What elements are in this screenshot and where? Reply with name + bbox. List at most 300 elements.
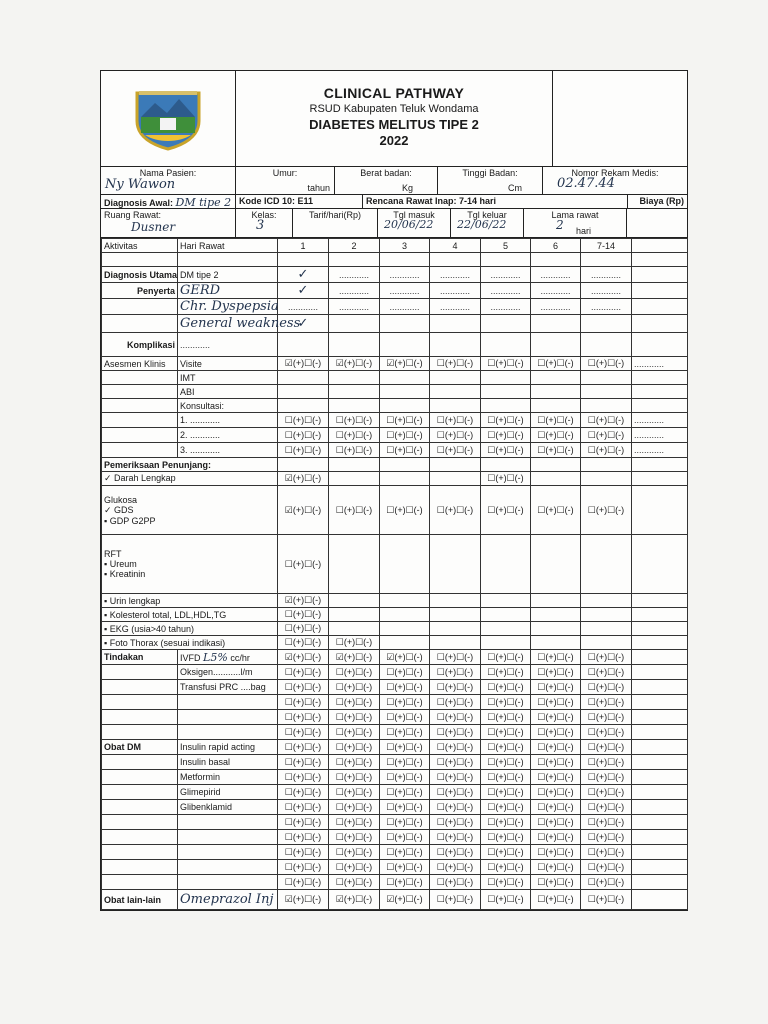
checkbox[interactable]: ☐(+)☐(-): [481, 472, 531, 486]
consult-item-row: [102, 428, 688, 443]
checkbox[interactable]: ☐(+)☐(-): [278, 710, 329, 725]
class-cell: [236, 209, 293, 237]
main-diagnosis-label: Diagnosis Utama: [102, 267, 178, 283]
checkbox[interactable]: ☐(+)☐(-): [531, 800, 581, 815]
dotted-entry: ............: [581, 283, 632, 299]
checkbox[interactable]: ☐(+)☐(-): [380, 830, 430, 845]
empty-cell: [581, 622, 632, 636]
grid-cell: [102, 875, 178, 890]
empty-cell: [632, 385, 688, 399]
oxygen-label: Oksigen...........l/m: [178, 665, 278, 680]
checkbox[interactable]: ☐(+)☐(-): [329, 636, 380, 650]
drug-name: Metformin: [178, 770, 278, 785]
mrn-label: Nomor Rekam Medis:: [571, 168, 659, 178]
checkbox[interactable]: ☐(+)☐(-): [329, 710, 380, 725]
checkbox[interactable]: ☐(+)☐(-): [278, 815, 329, 830]
checkbox[interactable]: ☐(+)☐(-): [430, 770, 481, 785]
day-header: Hari Rawat: [178, 239, 278, 253]
checkbox[interactable]: ☐(+)☐(-): [581, 845, 632, 860]
checked-checkbox[interactable]: ☑(+)☐(-): [380, 650, 430, 665]
empty-cell: [632, 399, 688, 413]
grid-cell: [102, 253, 178, 267]
checkbox[interactable]: ☐(+)☐(-): [531, 755, 581, 770]
empty-cell: [329, 371, 380, 385]
checkbox[interactable]: ☐(+)☐(-): [531, 860, 581, 875]
empty-cell: [481, 253, 531, 267]
checkbox[interactable]: ☐(+)☐(-): [380, 665, 430, 680]
day-column-header: 7-14: [581, 239, 632, 253]
checkbox[interactable]: ☐(+)☐(-): [278, 622, 329, 636]
empty-cell: [632, 333, 688, 357]
empty-cell: [481, 399, 531, 413]
checkbox[interactable]: ☐(+)☐(-): [581, 800, 632, 815]
checkbox[interactable]: ☐(+)☐(-): [430, 695, 481, 710]
dotted-entry: ............: [632, 428, 688, 443]
empty-cell: [430, 385, 481, 399]
checkbox[interactable]: ☐(+)☐(-): [380, 815, 430, 830]
checkbox[interactable]: ☐(+)☐(-): [481, 650, 531, 665]
checkbox[interactable]: ☐(+)☐(-): [329, 725, 380, 740]
checked-checkbox[interactable]: ☑(+)☐(-): [278, 594, 329, 608]
stay-cost-cell: [627, 209, 687, 237]
checkbox[interactable]: ☐(+)☐(-): [329, 755, 380, 770]
ward-value: Dusner: [131, 220, 176, 234]
checkbox[interactable]: ☐(+)☐(-): [380, 428, 430, 443]
grid-cell: [632, 486, 688, 535]
empty-cell: [380, 385, 430, 399]
empty-cell: [531, 253, 581, 267]
other-drug-label: Obat lain-lain: [102, 890, 178, 910]
checkbox[interactable]: ☐(+)☐(-): [329, 875, 380, 890]
empty-cell: [531, 315, 581, 333]
checkbox[interactable]: ☐(+)☐(-): [430, 443, 481, 458]
checkbox[interactable]: ☐(+)☐(-): [531, 695, 581, 710]
checkbox[interactable]: ☐(+)☐(-): [430, 785, 481, 800]
checkbox[interactable]: ☐(+)☐(-): [278, 725, 329, 740]
checkbox[interactable]: ☐(+)☐(-): [278, 860, 329, 875]
empty-cell: [380, 315, 430, 333]
empty-cell: [329, 594, 380, 608]
empty-cell: [581, 535, 632, 594]
empty-cell: [581, 371, 632, 385]
checkbox[interactable]: ☐(+)☐(-): [581, 413, 632, 428]
empty-cell: [531, 636, 581, 650]
checkbox[interactable]: ☐(+)☐(-): [380, 695, 430, 710]
diagnosis-row: [102, 299, 688, 315]
empty-cell: [581, 253, 632, 267]
dotted-entry: ............: [430, 283, 481, 299]
checkbox[interactable]: ☐(+)☐(-): [531, 428, 581, 443]
day-column-header: 2: [329, 239, 380, 253]
empty-cell: [481, 371, 531, 385]
height-unit: Cm: [508, 183, 522, 193]
checkbox[interactable]: ☐(+)☐(-): [481, 695, 531, 710]
date-in-cell: [378, 209, 451, 237]
checkbox[interactable]: ☐(+)☐(-): [430, 845, 481, 860]
checkbox[interactable]: ☐(+)☐(-): [430, 755, 481, 770]
empty-cell: [380, 333, 430, 357]
checkbox[interactable]: ☐(+)☐(-): [380, 740, 430, 755]
checkbox[interactable]: ☐(+)☐(-): [531, 680, 581, 695]
checkbox[interactable]: ☐(+)☐(-): [329, 413, 380, 428]
checkbox[interactable]: ☐(+)☐(-): [380, 860, 430, 875]
checked-checkbox[interactable]: ☑(+)☐(-): [278, 486, 329, 535]
grid-cell: [102, 443, 178, 458]
dotted-entry: ............: [581, 299, 632, 315]
empty-cell: [481, 385, 531, 399]
empty-cell: [430, 594, 481, 608]
checkbox[interactable]: ☐(+)☐(-): [329, 860, 380, 875]
support-exam-label: Pemeriksaan Penunjang:: [102, 458, 278, 472]
class-value: 3: [256, 218, 265, 233]
checked-checkbox[interactable]: ☑(+)☐(-): [380, 890, 430, 910]
checkbox[interactable]: ☐(+)☐(-): [531, 486, 581, 535]
grid-cell: [632, 815, 688, 830]
accompanying-label: Penyerta: [102, 283, 178, 299]
kreatinin-label: ▪ Kreatinin: [104, 569, 275, 579]
drug-blank-row: [102, 860, 688, 875]
consult-label: Konsultasi:: [178, 399, 278, 413]
checkbox[interactable]: ☐(+)☐(-): [481, 875, 531, 890]
checkbox[interactable]: ☐(+)☐(-): [329, 680, 380, 695]
grid-cell: [632, 875, 688, 890]
cholesterol-label: ▪ Kolesterol total, LDL,HDL,TG: [102, 608, 278, 622]
checkbox[interactable]: ☐(+)☐(-): [481, 665, 531, 680]
checkbox[interactable]: ☐(+)☐(-): [481, 710, 531, 725]
checkbox[interactable]: ☐(+)☐(-): [481, 486, 531, 535]
checkbox[interactable]: ☐(+)☐(-): [581, 650, 632, 665]
checkbox[interactable]: ☐(+)☐(-): [581, 725, 632, 740]
checkbox[interactable]: ☐(+)☐(-): [380, 486, 430, 535]
checked-checkbox[interactable]: ☑(+)☐(-): [278, 890, 329, 910]
empty-cell: [481, 608, 531, 622]
hospital-name: RSUD Kabupaten Teluk Wondama: [309, 103, 479, 115]
check-mark: ✓: [278, 283, 329, 299]
checkbox[interactable]: ☐(+)☐(-): [278, 680, 329, 695]
checkbox[interactable]: ☐(+)☐(-): [481, 443, 531, 458]
checkbox[interactable]: ☐(+)☐(-): [581, 770, 632, 785]
empty-cell: [329, 535, 380, 594]
checkbox[interactable]: ☐(+)☐(-): [329, 740, 380, 755]
checkbox[interactable]: ☐(+)☐(-): [481, 413, 531, 428]
checkbox[interactable]: ☐(+)☐(-): [531, 890, 581, 910]
grid-cell: [632, 770, 688, 785]
empty-cell: [581, 333, 632, 357]
checkbox[interactable]: ☐(+)☐(-): [581, 710, 632, 725]
empty-cell: [430, 458, 481, 472]
checkbox[interactable]: ☐(+)☐(-): [278, 800, 329, 815]
drug-name: Glibenklamid: [178, 800, 278, 815]
checkbox[interactable]: ☐(+)☐(-): [581, 830, 632, 845]
checkbox[interactable]: ☐(+)☐(-): [430, 740, 481, 755]
checkbox[interactable]: ☐(+)☐(-): [430, 725, 481, 740]
checkbox[interactable]: ☐(+)☐(-): [329, 770, 380, 785]
checkbox[interactable]: ☐(+)☐(-): [430, 860, 481, 875]
checkbox[interactable]: ☐(+)☐(-): [278, 428, 329, 443]
day-column-header: 4: [430, 239, 481, 253]
empty-cell: [329, 385, 380, 399]
title-cell: [236, 71, 553, 166]
checkbox[interactable]: ☐(+)☐(-): [481, 860, 531, 875]
grid-cell: [632, 695, 688, 710]
checkbox[interactable]: ☐(+)☐(-): [481, 680, 531, 695]
checkbox[interactable]: ☐(+)☐(-): [581, 785, 632, 800]
dotted-entry: ............: [632, 413, 688, 428]
day-column-header: 3: [380, 239, 430, 253]
empty-cell: [278, 399, 329, 413]
ivfd-label: IVFD: [180, 652, 201, 663]
checkbox[interactable]: ☐(+)☐(-): [380, 443, 430, 458]
checkbox[interactable]: ☐(+)☐(-): [481, 755, 531, 770]
drug-name: Insulin rapid acting: [178, 740, 278, 755]
checkbox[interactable]: ☐(+)☐(-): [329, 695, 380, 710]
checkbox[interactable]: ☐(+)☐(-): [481, 890, 531, 910]
checkbox[interactable]: ☐(+)☐(-): [380, 785, 430, 800]
checked-checkbox[interactable]: ☑(+)☐(-): [329, 357, 380, 371]
checkbox[interactable]: ☐(+)☐(-): [430, 428, 481, 443]
checkbox[interactable]: ☐(+)☐(-): [581, 695, 632, 710]
checkbox[interactable]: ☐(+)☐(-): [481, 815, 531, 830]
empty-cell: [278, 458, 329, 472]
checkbox[interactable]: ☐(+)☐(-): [380, 770, 430, 785]
dotted-entry: ............: [329, 299, 380, 315]
checkbox[interactable]: ☐(+)☐(-): [481, 830, 531, 845]
checkbox[interactable]: ☐(+)☐(-): [329, 428, 380, 443]
checkbox[interactable]: ☐(+)☐(-): [481, 770, 531, 785]
checkbox[interactable]: ☐(+)☐(-): [531, 665, 581, 680]
pathway-grid: [101, 238, 688, 910]
empty-cell: [481, 458, 531, 472]
checkbox[interactable]: ☐(+)☐(-): [380, 680, 430, 695]
checkbox[interactable]: ☐(+)☐(-): [329, 845, 380, 860]
checkbox[interactable]: ☐(+)☐(-): [329, 665, 380, 680]
checkbox[interactable]: ☐(+)☐(-): [581, 486, 632, 535]
empty-cell: [380, 399, 430, 413]
checkbox[interactable]: ☐(+)☐(-): [380, 710, 430, 725]
dotted-entry: ............: [329, 283, 380, 299]
checkbox[interactable]: ☐(+)☐(-): [531, 710, 581, 725]
checked-checkbox[interactable]: ☑(+)☐(-): [278, 357, 329, 371]
gdp-label: ▪ GDP G2PP: [104, 516, 275, 526]
checkbox[interactable]: ☐(+)☐(-): [430, 800, 481, 815]
ward-label: Ruang Rawat:: [104, 210, 162, 220]
checkbox[interactable]: ☐(+)☐(-): [278, 608, 329, 622]
handwritten-diagnosis: GERD: [178, 283, 278, 299]
checkbox[interactable]: ☐(+)☐(-): [430, 650, 481, 665]
activity-header: Aktivitas: [102, 239, 178, 253]
checkbox[interactable]: ☐(+)☐(-): [531, 875, 581, 890]
checkbox[interactable]: ☐(+)☐(-): [531, 830, 581, 845]
grid-cell: [178, 845, 278, 860]
checkbox[interactable]: ☐(+)☐(-): [430, 890, 481, 910]
checkbox[interactable]: ☐(+)☐(-): [581, 755, 632, 770]
rft-row: [102, 535, 688, 594]
grid-cell: [632, 680, 688, 695]
dotted-entry: ............: [329, 267, 380, 283]
drug-row: [102, 770, 688, 785]
checkbox[interactable]: ☐(+)☐(-): [430, 665, 481, 680]
checkbox[interactable]: ☐(+)☐(-): [329, 800, 380, 815]
checkbox[interactable]: ☐(+)☐(-): [278, 845, 329, 860]
ivfd-cell: [178, 650, 278, 665]
checkbox[interactable]: ☐(+)☐(-): [329, 815, 380, 830]
checkbox[interactable]: ☐(+)☐(-): [581, 740, 632, 755]
checkbox[interactable]: ☐(+)☐(-): [581, 680, 632, 695]
grid-cell: [102, 725, 178, 740]
checkbox[interactable]: ☐(+)☐(-): [531, 785, 581, 800]
checkbox[interactable]: ☐(+)☐(-): [278, 443, 329, 458]
checkbox[interactable]: ☐(+)☐(-): [581, 815, 632, 830]
checkbox[interactable]: ☐(+)☐(-): [430, 830, 481, 845]
checkbox[interactable]: ☐(+)☐(-): [430, 413, 481, 428]
empty-cell: [531, 385, 581, 399]
ivfd-handwritten: L5%: [203, 650, 228, 664]
checked-checkbox[interactable]: ☑(+)☐(-): [329, 890, 380, 910]
checkbox[interactable]: ☐(+)☐(-): [481, 428, 531, 443]
diagnosis-complication-row: [102, 333, 688, 357]
checkbox[interactable]: ☐(+)☐(-): [278, 535, 329, 594]
class-label: Kelas:: [251, 210, 277, 220]
checkbox[interactable]: ☐(+)☐(-): [481, 725, 531, 740]
grid-cell: [102, 315, 178, 333]
checkbox[interactable]: ☐(+)☐(-): [531, 725, 581, 740]
disease-title: DIABETES MELITUS TIPE 2: [309, 117, 479, 132]
grid-cell: [632, 665, 688, 680]
checkbox[interactable]: ☐(+)☐(-): [531, 413, 581, 428]
dotted-entry: ............: [380, 267, 430, 283]
checkbox[interactable]: ☐(+)☐(-): [278, 665, 329, 680]
empty-cell: [329, 333, 380, 357]
age-unit: tahun: [307, 183, 330, 193]
dm-drug-label: Obat DM: [102, 740, 178, 755]
checkbox[interactable]: ☐(+)☐(-): [430, 710, 481, 725]
checkbox[interactable]: ☐(+)☐(-): [581, 875, 632, 890]
empty-cell: [632, 535, 688, 594]
grid-cell: [178, 830, 278, 845]
checkbox[interactable]: ☐(+)☐(-): [278, 413, 329, 428]
checkbox[interactable]: ☐(+)☐(-): [531, 845, 581, 860]
empty-cell: [329, 253, 380, 267]
checkbox[interactable]: ☐(+)☐(-): [531, 740, 581, 755]
checkbox[interactable]: ☐(+)☐(-): [531, 815, 581, 830]
drug-blank-row: [102, 830, 688, 845]
checkbox[interactable]: ☐(+)☐(-): [380, 725, 430, 740]
procedure-label: Tindakan: [102, 650, 178, 665]
checkbox[interactable]: ☐(+)☐(-): [481, 740, 531, 755]
checkbox[interactable]: ☐(+)☐(-): [278, 785, 329, 800]
grid-cell: [102, 710, 178, 725]
checkbox[interactable]: ☐(+)☐(-): [380, 800, 430, 815]
empty-cell: [531, 472, 581, 486]
checkbox[interactable]: ☐(+)☐(-): [531, 650, 581, 665]
cost-column-header: [632, 239, 688, 253]
checkbox[interactable]: ☐(+)☐(-): [278, 740, 329, 755]
checkbox[interactable]: ☐(+)☐(-): [481, 800, 531, 815]
checkbox[interactable]: ☐(+)☐(-): [380, 755, 430, 770]
checkbox[interactable]: ☐(+)☐(-): [329, 830, 380, 845]
form-year: 2022: [379, 133, 409, 148]
checkbox[interactable]: ☐(+)☐(-): [278, 636, 329, 650]
dotted-entry: ............: [430, 267, 481, 283]
checkbox[interactable]: ☐(+)☐(-): [531, 443, 581, 458]
consult-item-row: [102, 443, 688, 458]
checked-checkbox[interactable]: ☑(+)☐(-): [278, 650, 329, 665]
checkbox[interactable]: ☐(+)☐(-): [430, 875, 481, 890]
complication-label: Komplikasi: [102, 333, 178, 357]
checkbox[interactable]: ☐(+)☐(-): [430, 815, 481, 830]
checkbox[interactable]: ☐(+)☐(-): [430, 357, 481, 371]
checkbox[interactable]: ☐(+)☐(-): [278, 875, 329, 890]
checkbox[interactable]: ☐(+)☐(-): [329, 785, 380, 800]
checkbox[interactable]: ☐(+)☐(-): [581, 428, 632, 443]
empty-cell: [380, 636, 430, 650]
checkbox[interactable]: ☐(+)☐(-): [329, 486, 380, 535]
grid-cell: [102, 428, 178, 443]
empty-cell: [329, 399, 380, 413]
checkbox[interactable]: ☐(+)☐(-): [278, 830, 329, 845]
checked-checkbox[interactable]: ☑(+)☐(-): [380, 357, 430, 371]
checkbox[interactable]: ☐(+)☐(-): [278, 695, 329, 710]
checkbox[interactable]: ☐(+)☐(-): [581, 357, 632, 371]
grid-cell: [632, 267, 688, 283]
gds-label: ✓ GDS: [104, 504, 134, 515]
checkbox[interactable]: ☐(+)☐(-): [430, 680, 481, 695]
oxygen-row: [102, 665, 688, 680]
empty-cell: [102, 785, 178, 800]
checkbox[interactable]: ☐(+)☐(-): [278, 755, 329, 770]
checkbox[interactable]: ☐(+)☐(-): [531, 357, 581, 371]
checkbox[interactable]: ☐(+)☐(-): [380, 845, 430, 860]
checkbox[interactable]: ☐(+)☐(-): [531, 770, 581, 785]
checkbox[interactable]: ☐(+)☐(-): [430, 486, 481, 535]
checkbox[interactable]: ☐(+)☐(-): [329, 443, 380, 458]
empty-cell: [531, 594, 581, 608]
drug-row: [102, 785, 688, 800]
imt-row: [102, 371, 688, 385]
diagnosis-accompanying-row: [102, 283, 688, 299]
checkbox[interactable]: ☐(+)☐(-): [481, 785, 531, 800]
checked-checkbox[interactable]: ☑(+)☐(-): [329, 650, 380, 665]
checkbox[interactable]: ☐(+)☐(-): [481, 357, 531, 371]
checkbox[interactable]: ☐(+)☐(-): [581, 443, 632, 458]
date-in-value: 20/06/22: [384, 218, 434, 231]
checkbox[interactable]: ☐(+)☐(-): [380, 413, 430, 428]
empty-cell: [430, 371, 481, 385]
checkbox[interactable]: ☐(+)☐(-): [278, 770, 329, 785]
grid-cell: [632, 830, 688, 845]
grid-cell: [102, 665, 178, 680]
stay-value: 2: [556, 218, 564, 232]
empty-cell: [102, 770, 178, 785]
empty-cell: [481, 535, 531, 594]
empty-cell: [430, 535, 481, 594]
ekg-label: ▪ EKG (usia>40 tahun): [102, 622, 278, 636]
checkbox[interactable]: ☐(+)☐(-): [380, 875, 430, 890]
handwritten-diagnosis: Chr. Dyspepsia: [178, 299, 278, 315]
checkbox[interactable]: ☐(+)☐(-): [581, 665, 632, 680]
empty-cell: [481, 622, 531, 636]
empty-cell: [581, 636, 632, 650]
checkbox[interactable]: ☐(+)☐(-): [481, 845, 531, 860]
empty-cell: [430, 636, 481, 650]
dm-type-2: DM tipe 2: [178, 267, 278, 283]
empty-cell: [632, 472, 688, 486]
empty-cell: [430, 608, 481, 622]
checkbox[interactable]: ☐(+)☐(-): [581, 890, 632, 910]
checked-checkbox[interactable]: ☑(+)☐(-): [278, 472, 329, 486]
checkbox[interactable]: ☐(+)☐(-): [581, 860, 632, 875]
other-drug-row: [102, 890, 688, 910]
